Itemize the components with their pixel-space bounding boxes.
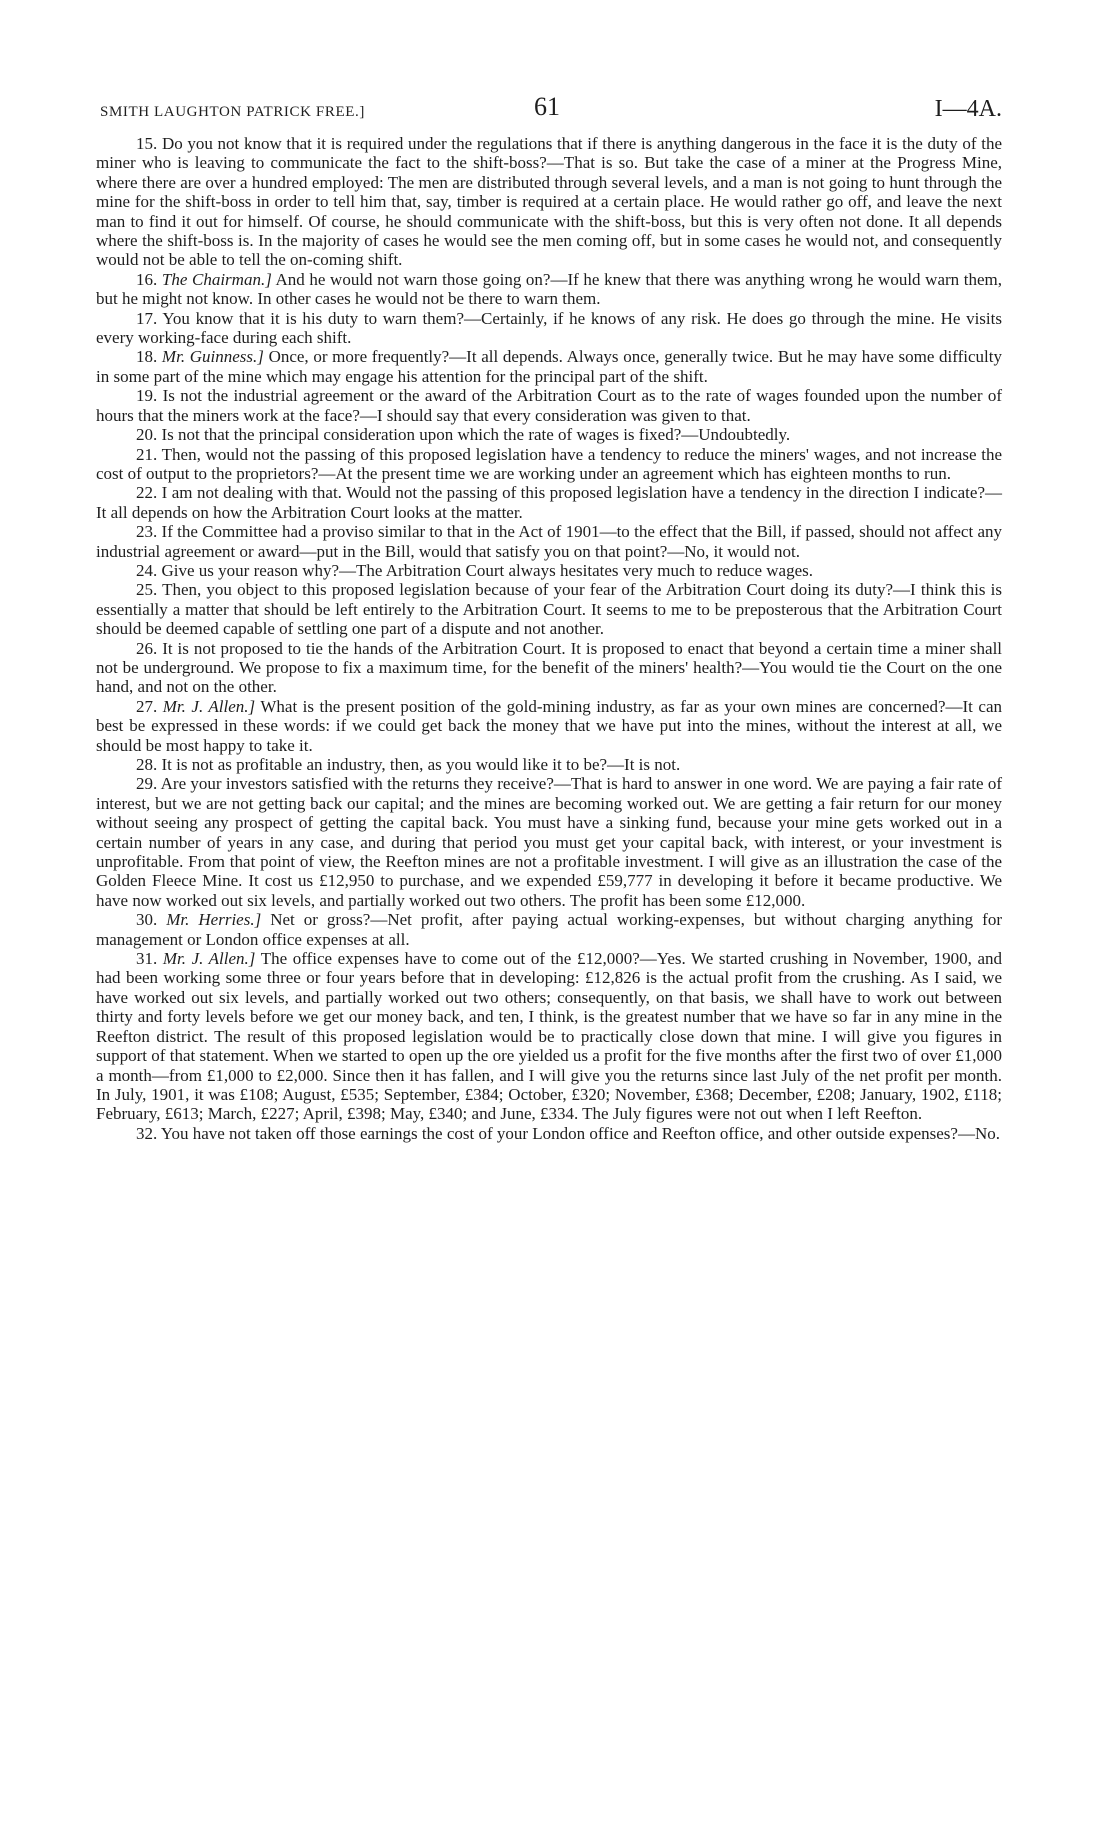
question-29 bbox=[96, 774, 1002, 910]
document-page bbox=[96, 92, 1002, 1143]
question-text: Give us your reason why?—The Arbitration Court always hesitates very much to reduce wages. bbox=[161, 560, 813, 580]
question-number: 25. bbox=[136, 580, 158, 600]
question-number: 31. bbox=[136, 949, 158, 969]
question-23 bbox=[96, 522, 1002, 561]
question-30 bbox=[96, 910, 1002, 949]
question-number: 30. bbox=[136, 910, 158, 930]
header-page-number: 61 bbox=[534, 92, 560, 121]
question-number: 32. bbox=[136, 1123, 158, 1143]
question-number: 18. bbox=[136, 347, 158, 367]
speaker-name: Mr. J. Allen.] bbox=[162, 949, 256, 969]
question-25 bbox=[96, 580, 1002, 638]
question-text: Is not that the principal consideration upon which the rate of wages is fixed?—Undoubtedly. bbox=[161, 425, 791, 445]
question-text: What is the present position of the gold-mining industry, as far as your own mines are concerned?—It can best be expressed in these words: if we could get back the money that we have put into the mines, without the interest at all, we should be most happy to take it. bbox=[96, 696, 1002, 755]
question-text: Do you not know that it is required under the regulations that if there is anything dangerous in the face it is the duty of the miner who is leaving to communicate the fact to the shift-boss?—That is so. But take the case of a miner at the Progress Mine, where there are over a hundred employed: The men are distributed through several levels, and a man is not going to hunt through the mine for the shift-boss in order to tell him that, say, timber is required at a certain place. He would rather go off, and leave the next man to find it out for himself. Of course, he should communicate with the shift-boss, but this is very often not done. It all depends where the shift-boss is. In the majority of cases he would see the men coming off, but in some cases he would not, and consequently would not be able to tell the on-coming shift. bbox=[96, 134, 1003, 270]
question-text: If the Committee had a proviso similar to that in the Act of 1901—to the effect that the Bill, if passed, should not affect any industrial agreement or award—put in the Bill, would that satisfy you on that point?—No, it would not. bbox=[96, 522, 1002, 561]
header-paper-ref: I—4A. bbox=[934, 96, 1002, 122]
question-text: It is not as profitable an industry, then, as you would like it to be?—It is not. bbox=[161, 755, 681, 774]
speaker-name: The Chairman.] bbox=[161, 269, 272, 289]
question-26 bbox=[96, 639, 1002, 697]
question-number: 27. bbox=[136, 696, 158, 716]
speaker-name: Mr. J. Allen.] bbox=[162, 696, 256, 716]
question-32 bbox=[96, 1124, 1002, 1143]
question-20 bbox=[96, 425, 1002, 444]
question-text: Then, you object to this proposed legislation because of your fear of the Arbitration Court doing its duty?—I think this is essentially a matter that should be left entirely to the Arbitration Court. It seems to me to be preposterous that the Arbitration Court should be deemed capable of settling one part of a dispute and not another. bbox=[96, 580, 1002, 639]
question-text: The office expenses have to come out of the £12,000?—Yes. We started crushing in November, 1900, and had been working some three or four years before that in developing: £12,826 is the actual profit from the crushing. As I said, we have worked out six levels, and partially worked out two others; consequently, on that basis, we shall have to work out between thirty and forty levels before we get our money back, and ten, I think, is the greatest number that we have so far in any mine in the Reefton district. The result of this proposed legislation would be to practically close down that mine. I will give you figures in support of that statement. When we started to open up the ore yielded us a profit for the five months after the first two of over £1,000 a month—from £1,000 to £2,000. Since then it has fallen, and I will give you the returns since last July of the net profit per month. In July, 1901, it was £108; August, £535; September, £384; October, £320; November, £368; December, £208; January, 1902, £118; February, £613; March, £227; April, £398; May, £340; and June, £334. The July figures were not out when I left Reefton. bbox=[96, 949, 1003, 1124]
question-number: 23. bbox=[136, 522, 158, 542]
question-24 bbox=[96, 561, 1002, 580]
question-16 bbox=[96, 270, 1002, 309]
evidence-body bbox=[96, 134, 1002, 1143]
question-number: 29. bbox=[136, 774, 158, 794]
question-text: Once, or more frequently?—It all depends. Always once, generally twice. But he may have some difficulty in some part of the mine which may engage his attention for the principal part of the shift. bbox=[96, 347, 1002, 386]
question-18 bbox=[96, 347, 1002, 386]
question-text: You have not taken off those earnings the cost of your London office and Reefton office, and other outside expenses?—No. bbox=[160, 1123, 1000, 1143]
question-21 bbox=[96, 445, 1002, 484]
question-19 bbox=[96, 386, 1002, 425]
question-22 bbox=[96, 483, 1002, 522]
question-number: 16. bbox=[136, 269, 158, 289]
question-number: 22. bbox=[136, 483, 158, 503]
header-witnesses: SMITH LAUGHTON PATRICK FREE.] bbox=[100, 104, 365, 120]
question-15 bbox=[96, 134, 1002, 270]
question-text: Are your investors satisfied with the returns they receive?—That is hard to answer in one word. We are paying a fair rate of interest, but we are not getting back our capital; and the mines are becoming worked out. We are getting a fair return for our money without seeing any prospect of getting the capital back. You must have a sinking fund, because your mine gets worked out in a certain number of years in any case, and during that period you must get your capital back, with interest, or your investment is unprofitable. From that point of view, the Reefton mines are not a profitable investment. I will give as an illustration the case of the Golden Fleece Mine. It cost us £12,950 to purchase, and we expended £59,777 in developing it before it became productive. We have now worked out six levels, and partially worked out two others. The profit has been some £12,000. bbox=[96, 774, 1002, 910]
question-number: 24. bbox=[136, 560, 158, 580]
question-number: 15. bbox=[136, 134, 158, 153]
question-number: 20. bbox=[136, 425, 158, 445]
question-number: 26. bbox=[136, 638, 158, 658]
question-28 bbox=[96, 755, 1002, 774]
question-31 bbox=[96, 949, 1002, 1124]
question-27 bbox=[96, 697, 1002, 755]
question-number: 17. bbox=[136, 308, 158, 328]
speaker-name: Mr. Herries.] bbox=[166, 910, 262, 930]
question-number: 28. bbox=[136, 755, 158, 774]
question-text: Then, would not the passing of this proposed legislation have a tendency to reduce the miners' wages, and not increase the cost of output to the proprietors?—At the present time we are working under an agreement which has eighteen months to run. bbox=[96, 444, 1002, 483]
question-text: I am not dealing with that. Would not the passing of this proposed legislation have a tendency in the direction I indicate?—It all depends on how the Arbitration Court looks at the matter. bbox=[96, 483, 1002, 522]
speaker-name: Mr. Guinness.] bbox=[161, 347, 264, 367]
question-text: It is not proposed to tie the hands of the Arbitration Court. It is proposed to enact that beyond a certain time a miner shall not be underground. We propose to fix a maximum time, for the benefit of the miners' health?—You would tie the Court on the one hand, and not on the other. bbox=[96, 638, 1003, 697]
question-number: 19. bbox=[136, 386, 158, 406]
question-text: You know that it is his duty to warn them?—Certainly, if he knows of any risk. He does go through the mine. He visits every working-face during each shift. bbox=[96, 308, 1002, 348]
question-17 bbox=[96, 309, 1002, 348]
question-number: 21. bbox=[136, 444, 158, 464]
running-header bbox=[96, 92, 1002, 134]
question-text: And he would not warn those going on?—If he knew that there was anything wrong he would warn them, but he might not know. In other cases he would not be there to warn them. bbox=[96, 269, 1003, 309]
question-text: Net or gross?—Net profit, after paying actual working-expenses, but without charging anything for management or London office expenses at all. bbox=[96, 910, 1002, 949]
question-text: Is not the industrial agreement or the award of the Arbitration Court as to the rate of wages founded upon the number of hours that the miners work at the face?—I should say that every consideration was given to that. bbox=[96, 386, 1003, 425]
